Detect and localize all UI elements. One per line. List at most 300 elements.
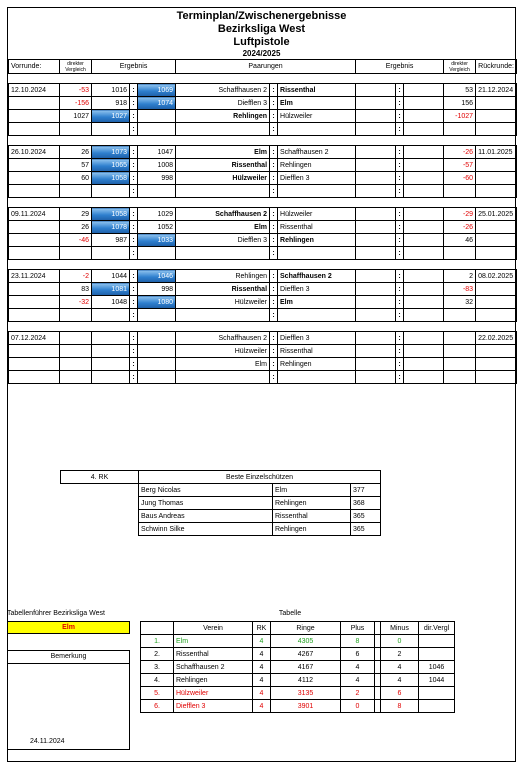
minus-points: 4 — [381, 661, 419, 674]
colon: : — [396, 110, 404, 123]
best-shooter-row — [61, 497, 381, 510]
blank-cell — [9, 123, 60, 136]
blank-cell: : — [396, 309, 404, 322]
cell — [9, 97, 60, 110]
colon: : — [396, 221, 404, 234]
remark-box — [7, 650, 130, 750]
blank-row — [9, 371, 517, 384]
direct-compare-1: -32 — [60, 296, 92, 309]
colon: : — [396, 270, 404, 283]
col-dir-vergl: dir.Vergl — [419, 622, 455, 635]
match-row — [9, 159, 517, 172]
cell — [9, 172, 60, 185]
away-score — [138, 332, 176, 345]
header-rueckrunde: Rückrunde: — [476, 60, 517, 74]
home-team: Rissenthal — [176, 283, 270, 296]
away-score: 1074 — [138, 97, 176, 110]
colon: : — [270, 283, 278, 296]
cell — [9, 234, 60, 247]
return-round-date: 22.02.2025 — [476, 332, 517, 345]
plus-points: 6 — [341, 648, 375, 661]
match-row — [9, 208, 517, 221]
header-direkt-vergleich-2: direkter Vergleich — [444, 60, 476, 74]
return-home-score — [356, 270, 396, 283]
match-row — [9, 221, 517, 234]
home-score: 1027 — [92, 110, 130, 123]
separator-cell — [9, 136, 517, 146]
away-team: Rissenthal — [278, 221, 356, 234]
blank-cell — [92, 123, 130, 136]
return-away-score — [404, 84, 444, 97]
blank-cell — [444, 123, 476, 136]
return-away-score — [404, 172, 444, 185]
blank-cell — [9, 247, 60, 260]
away-score — [138, 345, 176, 358]
return-home-score — [356, 358, 396, 371]
colon: : — [130, 234, 138, 247]
footer-date: 24.11.2024 — [30, 738, 65, 745]
direct-compare-1: 83 — [60, 283, 92, 296]
blank-cell — [278, 371, 356, 384]
match-row — [9, 234, 517, 247]
discipline-title: Luftpistole — [233, 36, 290, 48]
home-team: Hülzweiler — [176, 296, 270, 309]
away-score: 998 — [138, 283, 176, 296]
blank-cell — [9, 185, 60, 198]
best-shooter-row — [61, 484, 381, 497]
colon: : — [130, 159, 138, 172]
shooter-score: 377 — [351, 484, 381, 497]
colon: : — [130, 146, 138, 159]
blank-cell: : — [270, 309, 278, 322]
match-row — [9, 332, 517, 345]
direct-compare-1: 1027 — [60, 110, 92, 123]
colon: : — [396, 159, 404, 172]
return-home-score — [356, 172, 396, 185]
colon: : — [130, 296, 138, 309]
blank-cell — [356, 309, 396, 322]
blank-cell: : — [270, 371, 278, 384]
blank-cell — [404, 371, 444, 384]
colon: : — [396, 84, 404, 97]
header-vorrunde: Vorrunde: — [9, 60, 60, 74]
blank-cell — [278, 185, 356, 198]
home-team: Elm — [176, 146, 270, 159]
round-date: 26.10.2024 — [9, 146, 60, 159]
colon: : — [130, 208, 138, 221]
blank-row — [9, 247, 517, 260]
direct-compare-2: -29 — [444, 208, 476, 221]
return-away-score — [404, 332, 444, 345]
season-label: 2024/2025 — [242, 49, 281, 58]
colon: : — [130, 110, 138, 123]
blank-cell — [176, 309, 270, 322]
colon: : — [130, 221, 138, 234]
return-away-score — [404, 146, 444, 159]
shooter-name: Baus Andreas — [139, 510, 273, 523]
blank-cell — [92, 309, 130, 322]
blank-cell: : — [270, 123, 278, 136]
home-score — [92, 332, 130, 345]
direct-compare — [419, 687, 455, 700]
direct-compare — [419, 635, 455, 648]
colon: : — [270, 270, 278, 283]
colon: : — [270, 159, 278, 172]
home-score: 1016 — [92, 84, 130, 97]
direct-compare-2: -1027 — [444, 110, 476, 123]
home-team: Rehlingen — [176, 270, 270, 283]
blank-cell — [138, 247, 176, 260]
blank-cell: : — [270, 185, 278, 198]
colon: : — [270, 234, 278, 247]
rank: 3. — [141, 661, 174, 674]
home-team: Elm — [176, 221, 270, 234]
colon: : — [396, 234, 404, 247]
direct-compare-1 — [60, 358, 92, 371]
direct-compare-1: -2 — [60, 270, 92, 283]
match-row — [9, 283, 517, 296]
away-score — [138, 110, 176, 123]
blank-cell — [176, 247, 270, 260]
header-paarungen: Paarungen — [176, 60, 356, 74]
home-team: Hülzweiler — [176, 345, 270, 358]
colon: : — [270, 97, 278, 110]
col-plus: Plus — [341, 622, 375, 635]
col-minus: Minus — [381, 622, 419, 635]
blank-cell — [356, 185, 396, 198]
return-away-score — [404, 97, 444, 110]
club-name: Hülzweiler — [174, 687, 253, 700]
away-team: Diefflen 3 — [278, 283, 356, 296]
direct-compare-1: -156 — [60, 97, 92, 110]
blank-cell — [176, 123, 270, 136]
cell — [9, 358, 60, 371]
colon: : — [396, 332, 404, 345]
return-away-score — [404, 270, 444, 283]
best-rk-label: 4. RK — [61, 471, 139, 484]
return-away-score — [404, 296, 444, 309]
shooter-club: Rissenthal — [273, 510, 351, 523]
header-direkt-vergleich: direkter Vergleich — [60, 60, 92, 74]
standings-table — [140, 621, 517, 713]
shooter-name: Berg Nicolas — [139, 484, 273, 497]
minus-points: 2 — [381, 648, 419, 661]
blank-cell — [404, 309, 444, 322]
blank-cell: : — [396, 371, 404, 384]
rings: 3135 — [271, 687, 341, 700]
direct-compare-2: 156 — [444, 97, 476, 110]
home-score — [92, 358, 130, 371]
rank: 4. — [141, 674, 174, 687]
home-team: Schaffhausen 2 — [176, 84, 270, 97]
schedule-table — [8, 59, 517, 384]
blank-cell: : — [130, 371, 138, 384]
colon: : — [270, 296, 278, 309]
return-home-score — [356, 345, 396, 358]
blank-cell — [176, 371, 270, 384]
round-date: 09.11.2024 — [9, 208, 60, 221]
blank-cell — [444, 371, 476, 384]
cell — [476, 110, 517, 123]
club-name: Rissenthal — [174, 648, 253, 661]
club-name: Elm — [174, 635, 253, 648]
direct-compare-1: 60 — [60, 172, 92, 185]
best-shooter-row — [61, 523, 381, 536]
blank-cell — [92, 371, 130, 384]
separator-cell — [9, 322, 517, 332]
blank-row — [9, 185, 517, 198]
return-away-score — [404, 345, 444, 358]
return-home-score — [356, 97, 396, 110]
minus-points: 6 — [381, 687, 419, 700]
home-team: Diefflen 3 — [176, 97, 270, 110]
club-name: Diefflen 3 — [174, 700, 253, 713]
direct-compare-2 — [444, 358, 476, 371]
blank-cell — [138, 371, 176, 384]
blank-cell — [60, 247, 92, 260]
away-team: Elm — [278, 296, 356, 309]
blank-cell — [138, 309, 176, 322]
away-team: Rehlingen — [278, 358, 356, 371]
round-separator — [9, 260, 517, 270]
blank-cell — [278, 123, 356, 136]
colon: : — [270, 345, 278, 358]
return-away-score — [404, 208, 444, 221]
direct-compare — [419, 648, 455, 661]
return-round-date: 21.12.2024 — [476, 84, 517, 97]
round-separator — [9, 198, 517, 208]
colon: : — [130, 172, 138, 185]
col-verein: Verein — [174, 622, 253, 635]
away-score: 1029 — [138, 208, 176, 221]
rings: 4167 — [271, 661, 341, 674]
away-team: Elm — [278, 97, 356, 110]
direct-compare-1: -53 — [60, 84, 92, 97]
direct-compare-2: -83 — [444, 283, 476, 296]
direct-compare-1: 57 — [60, 159, 92, 172]
minus-points: 0 — [381, 635, 419, 648]
return-home-score — [356, 159, 396, 172]
colon: : — [270, 332, 278, 345]
direct-compare-2: -26 — [444, 221, 476, 234]
direct-compare-2: -57 — [444, 159, 476, 172]
home-score: 1065 — [92, 159, 130, 172]
return-away-score — [404, 283, 444, 296]
blank-cell — [60, 123, 92, 136]
away-team: Schaffhausen 2 — [278, 270, 356, 283]
home-score: 1078 — [92, 221, 130, 234]
away-team: Hülzweiler — [278, 208, 356, 221]
direct-compare-1: -46 — [60, 234, 92, 247]
blank-cell: : — [270, 247, 278, 260]
return-away-score — [404, 159, 444, 172]
plus-points: 2 — [341, 687, 375, 700]
blank-cell — [455, 635, 517, 648]
blank-cell — [455, 661, 517, 674]
col-ringe: Ringe — [271, 622, 341, 635]
return-home-score — [356, 208, 396, 221]
direct-compare-1: 29 — [60, 208, 92, 221]
colon: : — [396, 358, 404, 371]
standings-title: Tabelle — [278, 610, 302, 617]
col-rk: RK — [253, 622, 271, 635]
colon: : — [270, 110, 278, 123]
cell — [9, 110, 60, 123]
standings-row — [141, 674, 517, 687]
best-title: Beste Einzelschützen — [139, 471, 381, 484]
rank: 2. — [141, 648, 174, 661]
away-team: Rissenthal — [278, 345, 356, 358]
plus-points: 4 — [341, 674, 375, 687]
colon: : — [130, 270, 138, 283]
blank-cell — [404, 123, 444, 136]
standings-row — [141, 648, 517, 661]
blank-cell — [9, 309, 60, 322]
blank-cell — [455, 674, 517, 687]
round-separator — [9, 136, 517, 146]
rk-count: 4 — [253, 635, 271, 648]
rings: 3901 — [271, 700, 341, 713]
home-team: Schaffhausen 2 — [176, 332, 270, 345]
colon: : — [270, 172, 278, 185]
rank: 6. — [141, 700, 174, 713]
cell — [9, 296, 60, 309]
cell — [476, 358, 517, 371]
direct-compare: 1044 — [419, 674, 455, 687]
cell — [476, 345, 517, 358]
blank-cell — [60, 309, 92, 322]
blank-cell — [92, 247, 130, 260]
rank: 5. — [141, 687, 174, 700]
plus-points: 0 — [341, 700, 375, 713]
header-ergebnis-1: Ergebnis — [92, 60, 176, 74]
colon: : — [130, 84, 138, 97]
shooter-score: 368 — [351, 497, 381, 510]
rings: 4305 — [271, 635, 341, 648]
colon: : — [270, 208, 278, 221]
cell — [476, 296, 517, 309]
league-title: Bezirksliga West — [217, 23, 306, 35]
direct-compare: 1046 — [419, 661, 455, 674]
home-score: 1048 — [92, 296, 130, 309]
club-name: Rehlingen — [174, 674, 253, 687]
plus-points: 4 — [341, 661, 375, 674]
shooter-name: Schwinn Silke — [139, 523, 273, 536]
colon: : — [270, 358, 278, 371]
home-score: 1044 — [92, 270, 130, 283]
colon: : — [130, 332, 138, 345]
colon: : — [270, 84, 278, 97]
best-shooters-table — [60, 470, 381, 536]
cell — [476, 97, 517, 110]
page-title: Terminplan/Zwischenergebnisse — [176, 10, 347, 22]
blank-cell — [61, 523, 139, 536]
away-score: 998 — [138, 172, 176, 185]
rk-count: 4 — [253, 674, 271, 687]
home-team: Rissenthal — [176, 159, 270, 172]
match-row — [9, 110, 517, 123]
return-home-score — [356, 296, 396, 309]
minus-points: 8 — [381, 700, 419, 713]
away-team: Hülzweiler — [278, 110, 356, 123]
separator-cell — [9, 198, 517, 208]
separator-cell — [9, 74, 517, 84]
separator-cell — [9, 260, 517, 270]
blank-cell — [60, 185, 92, 198]
colon: : — [270, 221, 278, 234]
direct-compare-2 — [444, 345, 476, 358]
direct-compare-2: 32 — [444, 296, 476, 309]
blank-cell — [356, 371, 396, 384]
return-home-score — [356, 110, 396, 123]
away-team: Diefflen 3 — [278, 172, 356, 185]
return-home-score — [356, 221, 396, 234]
colon: : — [396, 345, 404, 358]
return-home-score — [356, 146, 396, 159]
cell — [476, 172, 517, 185]
blank-cell — [444, 185, 476, 198]
leader-box — [7, 610, 130, 634]
return-away-score — [404, 358, 444, 371]
standings-row — [141, 635, 517, 648]
colon: : — [130, 283, 138, 296]
direct-compare-1: 26 — [60, 221, 92, 234]
standings-row — [141, 700, 517, 713]
colon: : — [396, 172, 404, 185]
blank-cell — [455, 687, 517, 700]
blank-cell — [444, 309, 476, 322]
blank-cell — [9, 371, 60, 384]
away-score: 1047 — [138, 146, 176, 159]
club-name: Schaffhausen 2 — [174, 661, 253, 674]
match-row — [9, 345, 517, 358]
home-score: 1073 — [92, 146, 130, 159]
cell — [9, 345, 60, 358]
return-home-score — [356, 84, 396, 97]
match-row — [9, 270, 517, 283]
blank-cell — [404, 247, 444, 260]
blank-cell — [476, 123, 517, 136]
match-row — [9, 296, 517, 309]
blank-row — [9, 123, 517, 136]
return-home-score — [356, 283, 396, 296]
match-row — [9, 358, 517, 371]
home-score: 918 — [92, 97, 130, 110]
shooter-club: Rehlingen — [273, 497, 351, 510]
blank-cell — [138, 185, 176, 198]
cell — [476, 283, 517, 296]
header-ergebnis-2: Ergebnis — [356, 60, 444, 74]
rank: 1. — [141, 635, 174, 648]
home-team: Schaffhausen 2 — [176, 208, 270, 221]
direct-compare-2 — [444, 332, 476, 345]
blank-cell: : — [130, 247, 138, 260]
direct-compare — [419, 700, 455, 713]
blank-cell: : — [396, 247, 404, 260]
away-score: 1033 — [138, 234, 176, 247]
cell — [476, 221, 517, 234]
away-score: 1008 — [138, 159, 176, 172]
return-round-date: 11.01.2025 — [476, 146, 517, 159]
shooter-name: Jung Thomas — [139, 497, 273, 510]
home-score: 987 — [92, 234, 130, 247]
blank-cell: : — [130, 185, 138, 198]
blank-cell — [404, 185, 444, 198]
rings: 4112 — [271, 674, 341, 687]
home-team: Elm — [176, 358, 270, 371]
shooter-club: Elm — [273, 484, 351, 497]
blank-cell — [444, 247, 476, 260]
